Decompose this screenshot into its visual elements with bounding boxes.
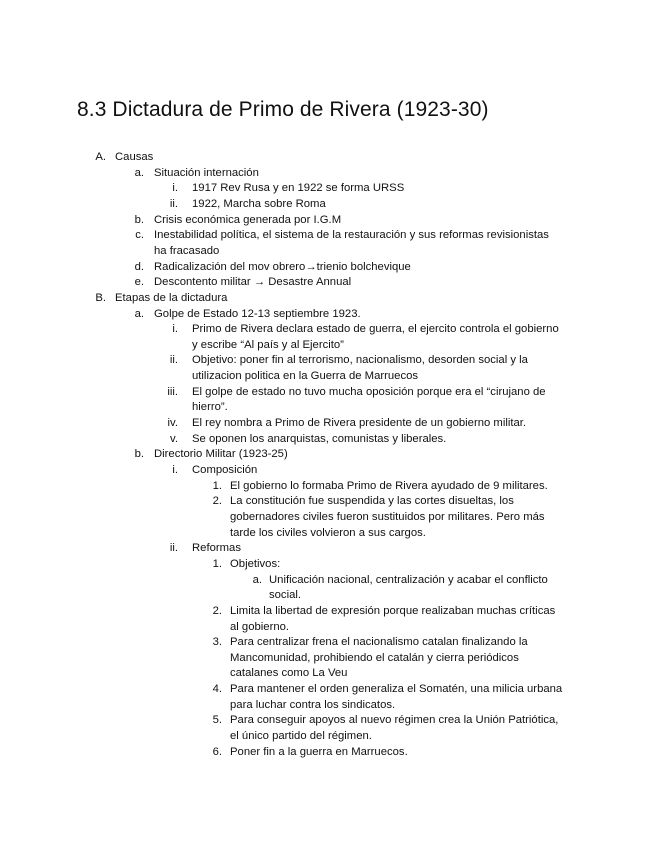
list-item-text: Mancomunidad, prohibiendo el catalán y cierra periódicos bbox=[230, 651, 519, 664]
list-item-text: La constitución fue suspendida y las cortes disueltas, los bbox=[230, 495, 514, 508]
list-marker: i. bbox=[172, 464, 178, 476]
list-item-text: al gobierno. bbox=[230, 620, 290, 633]
list-item-text: Objetivos: bbox=[230, 557, 281, 570]
list-marker: 1. bbox=[212, 479, 222, 492]
list-marker: B. bbox=[95, 291, 106, 304]
list-marker: 5. bbox=[212, 714, 222, 727]
list-item-text: El rey nombra a Primo de Rivera presidente de un gobierno militar. bbox=[192, 417, 527, 430]
list-marker: 2. bbox=[212, 604, 222, 617]
list-marker: d. bbox=[134, 260, 144, 273]
list-item-text: Causas bbox=[115, 151, 154, 163]
list-item-text: catalanes como La Veu bbox=[230, 667, 348, 680]
list-marker: ii. bbox=[169, 542, 178, 555]
list-item-text: El gobierno lo formaba Primo de Rivera ayudado de 9 militares. bbox=[230, 479, 548, 492]
list-item-text: para luchar contra los sindicatos. bbox=[230, 698, 396, 711]
list-item-text: Limita la libertad de expresión porque realizaban muchas críticas bbox=[230, 604, 556, 617]
list-item-text: Unificación nacional, centralización y acabar el conflicto bbox=[269, 573, 548, 586]
list-item-text: Para conseguir apoyos al nuevo régimen crea la Unión Patriótica, bbox=[230, 714, 559, 727]
list-item-text: tarde los civiles volvieron a sus cargos. bbox=[230, 526, 426, 539]
list-item-text: gobernadores civiles fueron sustituidos por militares. Pero más bbox=[230, 510, 545, 523]
list-marker: a. bbox=[134, 307, 144, 320]
list-item-text: utilizacion politica en la Guerra de Marruecos bbox=[192, 370, 419, 383]
list-marker: 6. bbox=[212, 745, 222, 758]
list-item-text: Poner fin a la guerra en Marruecos. bbox=[230, 745, 408, 758]
list-item-text: El golpe de estado no tuvo mucha oposición porque era el “cirujano de bbox=[192, 385, 546, 398]
list-item-text: Primo de Rivera declara estado de guerra, el ejercito controla el gobierno bbox=[192, 323, 559, 336]
page-title: 8.3 Dictadura de Primo de Rivera (1923-30) bbox=[77, 98, 489, 121]
list-item-text: y escribe “Al país y al Ejercito” bbox=[192, 338, 344, 351]
list-item-text: Situación internación bbox=[154, 166, 259, 179]
list-item-text: Golpe de Estado 12-13 septiembre 1923. bbox=[154, 307, 361, 320]
list-item-text: hierro”. bbox=[192, 401, 228, 414]
list-item-text: Para mantener el orden generaliza el Somatén, una milicia urbana bbox=[230, 683, 563, 696]
list-item-text: Descontento militar → Desastre Annual bbox=[154, 276, 352, 289]
list-marker: b. bbox=[134, 448, 144, 461]
list-marker: 4. bbox=[212, 683, 222, 696]
list-marker: 2. bbox=[212, 495, 222, 508]
list-marker: i. bbox=[172, 323, 178, 336]
list-marker: iv. bbox=[167, 417, 178, 430]
list-item-text: Directorio Militar (1923-25) bbox=[154, 448, 288, 461]
list-marker: e. bbox=[134, 276, 144, 289]
list-item-text: social. bbox=[269, 589, 302, 602]
list-item-text: Inestabilidad política, el sistema de la restauración y sus reformas revisionistas bbox=[154, 229, 549, 242]
list-item-text: Reformas bbox=[192, 542, 241, 555]
list-item-text: 1922, Marcha sobre Roma bbox=[192, 197, 326, 210]
list-marker: ii. bbox=[169, 197, 178, 210]
list-marker: a. bbox=[134, 166, 144, 179]
list-item-text: Radicalización del mov obrero→trienio bolchevique bbox=[154, 260, 411, 273]
list-marker: 3. bbox=[212, 636, 222, 649]
list-marker: b. bbox=[134, 213, 144, 226]
list-marker: 1. bbox=[212, 557, 222, 570]
list-item-text: Etapas de la dictadura bbox=[115, 291, 228, 304]
list-item-text: 1917 Rev Rusa y en 1922 se forma URSS bbox=[192, 182, 405, 195]
list-marker: c. bbox=[135, 229, 144, 242]
list-item-text: Para centralizar frena el nacionalismo catalan finalizando la bbox=[230, 636, 528, 649]
list-item-text: Objetivo: poner fin al terrorismo, nacionalismo, desorden social y la bbox=[192, 354, 528, 367]
list-item-text: Crisis económica generada por I.G.M bbox=[154, 213, 342, 226]
list-item-text: Se oponen los anarquistas, comunistas y liberales. bbox=[192, 432, 447, 445]
list-item-text: ha fracasado bbox=[154, 244, 220, 257]
list-marker: v. bbox=[170, 432, 178, 445]
list-marker: ii. bbox=[169, 354, 178, 367]
list-item-text: el único partido del régimen. bbox=[230, 730, 372, 743]
list-item-text: Composición bbox=[192, 464, 258, 476]
list-marker: iii. bbox=[167, 385, 178, 398]
list-marker: A. bbox=[95, 151, 106, 163]
list-marker: i. bbox=[172, 182, 178, 195]
list-marker: a. bbox=[252, 573, 262, 586]
